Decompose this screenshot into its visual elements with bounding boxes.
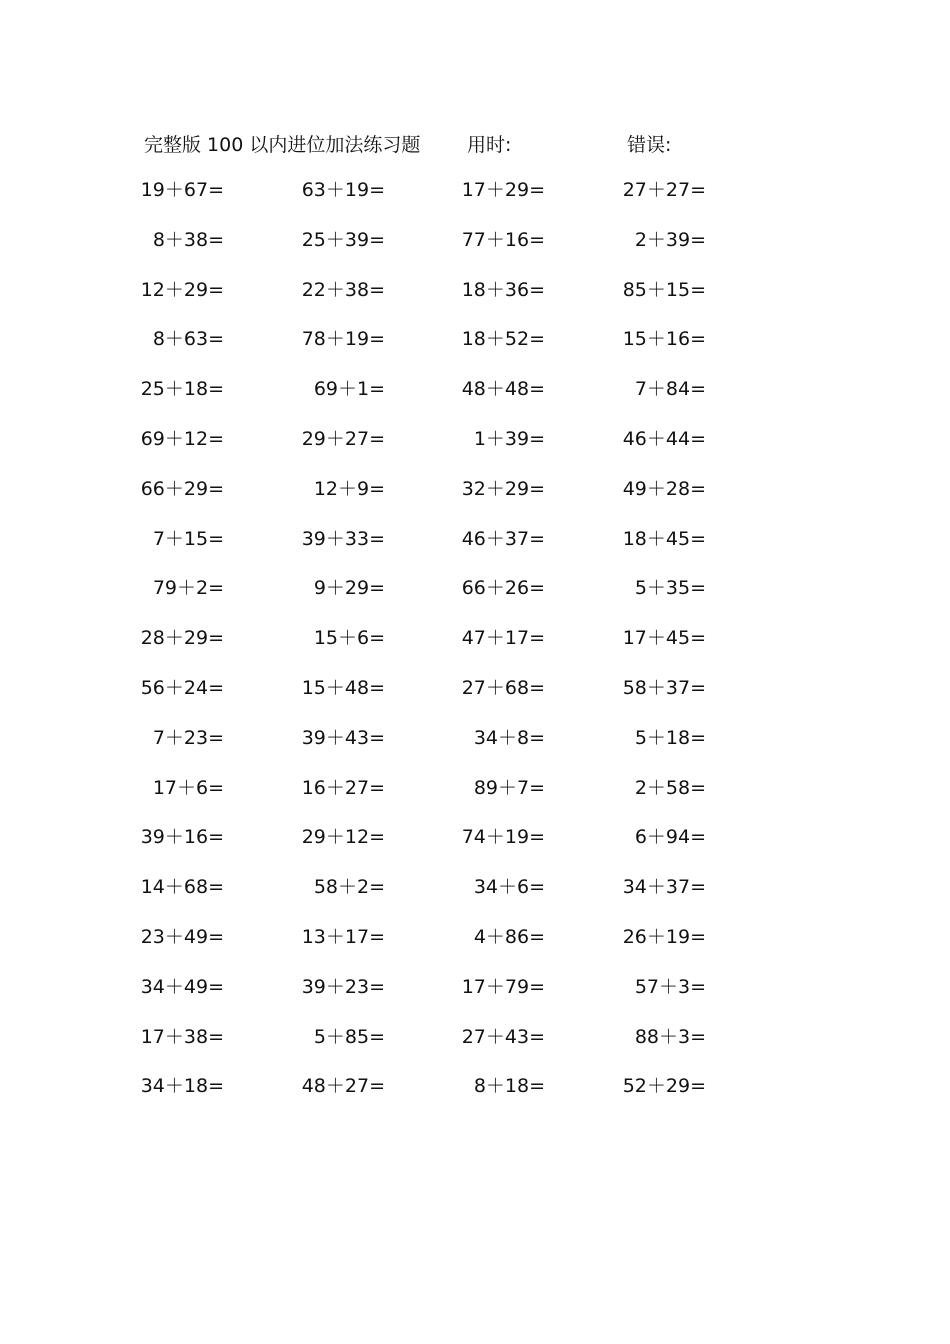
addition-problem: 74＋19= — [461, 826, 545, 848]
addition-problem: 12＋9= — [313, 478, 385, 500]
addition-problem: 17＋79= — [461, 976, 545, 998]
addition-problem: 5＋35= — [634, 577, 706, 599]
addition-problem: 13＋17= — [301, 926, 385, 948]
addition-problem: 39＋23= — [301, 976, 385, 998]
addition-problem: 2＋39= — [634, 229, 706, 251]
worksheet-title: 完整版 100 以内进位加法练习题 — [144, 134, 421, 156]
addition-problem: 16＋27= — [301, 777, 385, 799]
addition-problem: 6＋94= — [634, 826, 706, 848]
addition-problem: 18＋45= — [622, 528, 706, 550]
addition-problem: 7＋84= — [634, 378, 706, 400]
addition-problem: 77＋16= — [461, 229, 545, 251]
addition-problem: 48＋27= — [301, 1075, 385, 1097]
addition-problem: 63＋19= — [301, 179, 385, 201]
addition-problem: 27＋27= — [622, 179, 706, 201]
addition-problem: 49＋28= — [622, 478, 706, 500]
addition-problem: 69＋1= — [313, 378, 385, 400]
addition-problem: 9＋29= — [313, 577, 385, 599]
addition-problem: 57＋3= — [634, 976, 706, 998]
addition-problem: 17＋38= — [140, 1026, 224, 1048]
addition-problem: 22＋38= — [301, 279, 385, 301]
addition-problem: 27＋68= — [461, 677, 545, 699]
addition-problem: 12＋29= — [140, 279, 224, 301]
addition-problem: 25＋39= — [301, 229, 385, 251]
addition-problem: 39＋33= — [301, 528, 385, 550]
addition-problem: 34＋37= — [622, 876, 706, 898]
addition-problem: 18＋36= — [461, 279, 545, 301]
addition-problem: 32＋29= — [461, 478, 545, 500]
addition-problem: 39＋43= — [301, 727, 385, 749]
addition-problem: 34＋6= — [473, 876, 545, 898]
addition-problem: 58＋37= — [622, 677, 706, 699]
addition-problem: 4＋86= — [473, 926, 545, 948]
time-label: 用时: — [467, 134, 512, 156]
addition-problem: 7＋23= — [152, 727, 224, 749]
addition-problem: 8＋18= — [473, 1075, 545, 1097]
addition-problem: 78＋19= — [301, 328, 385, 350]
addition-problem: 39＋16= — [140, 826, 224, 848]
addition-problem: 14＋68= — [140, 876, 224, 898]
addition-problem: 8＋38= — [152, 229, 224, 251]
addition-problem: 17＋6= — [152, 777, 224, 799]
addition-problem: 18＋52= — [461, 328, 545, 350]
addition-problem: 85＋15= — [622, 279, 706, 301]
addition-problem: 29＋12= — [301, 826, 385, 848]
addition-problem: 46＋37= — [461, 528, 545, 550]
addition-problem: 34＋49= — [140, 976, 224, 998]
addition-problem: 5＋18= — [634, 727, 706, 749]
addition-problem: 88＋3= — [634, 1026, 706, 1048]
addition-problem: 2＋58= — [634, 777, 706, 799]
addition-problem: 26＋19= — [622, 926, 706, 948]
addition-problem: 47＋17= — [461, 627, 545, 649]
addition-problem: 25＋18= — [140, 378, 224, 400]
addition-problem: 5＋85= — [313, 1026, 385, 1048]
addition-problem: 15＋48= — [301, 677, 385, 699]
addition-problem: 58＋2= — [313, 876, 385, 898]
addition-problem: 17＋29= — [461, 179, 545, 201]
addition-problem: 66＋29= — [140, 478, 224, 500]
addition-problem: 46＋44= — [622, 428, 706, 450]
addition-problem: 29＋27= — [301, 428, 385, 450]
addition-problem: 8＋63= — [152, 328, 224, 350]
addition-problem: 19＋67= — [140, 179, 224, 201]
addition-problem: 28＋29= — [140, 627, 224, 649]
errors-label: 错误: — [627, 134, 672, 156]
addition-problem: 23＋49= — [140, 926, 224, 948]
addition-problem: 48＋48= — [461, 378, 545, 400]
addition-problem: 79＋2= — [152, 577, 224, 599]
addition-problem: 7＋15= — [152, 528, 224, 550]
addition-problem: 89＋7= — [473, 777, 545, 799]
addition-problem: 15＋6= — [313, 627, 385, 649]
addition-problem: 52＋29= — [622, 1075, 706, 1097]
addition-problem: 34＋8= — [473, 727, 545, 749]
addition-problem: 27＋43= — [461, 1026, 545, 1048]
addition-problem: 56＋24= — [140, 677, 224, 699]
addition-problem: 34＋18= — [140, 1075, 224, 1097]
addition-problem: 1＋39= — [473, 428, 545, 450]
addition-problem: 69＋12= — [140, 428, 224, 450]
addition-problem: 17＋45= — [622, 627, 706, 649]
addition-problem: 15＋16= — [622, 328, 706, 350]
addition-problem: 66＋26= — [461, 577, 545, 599]
